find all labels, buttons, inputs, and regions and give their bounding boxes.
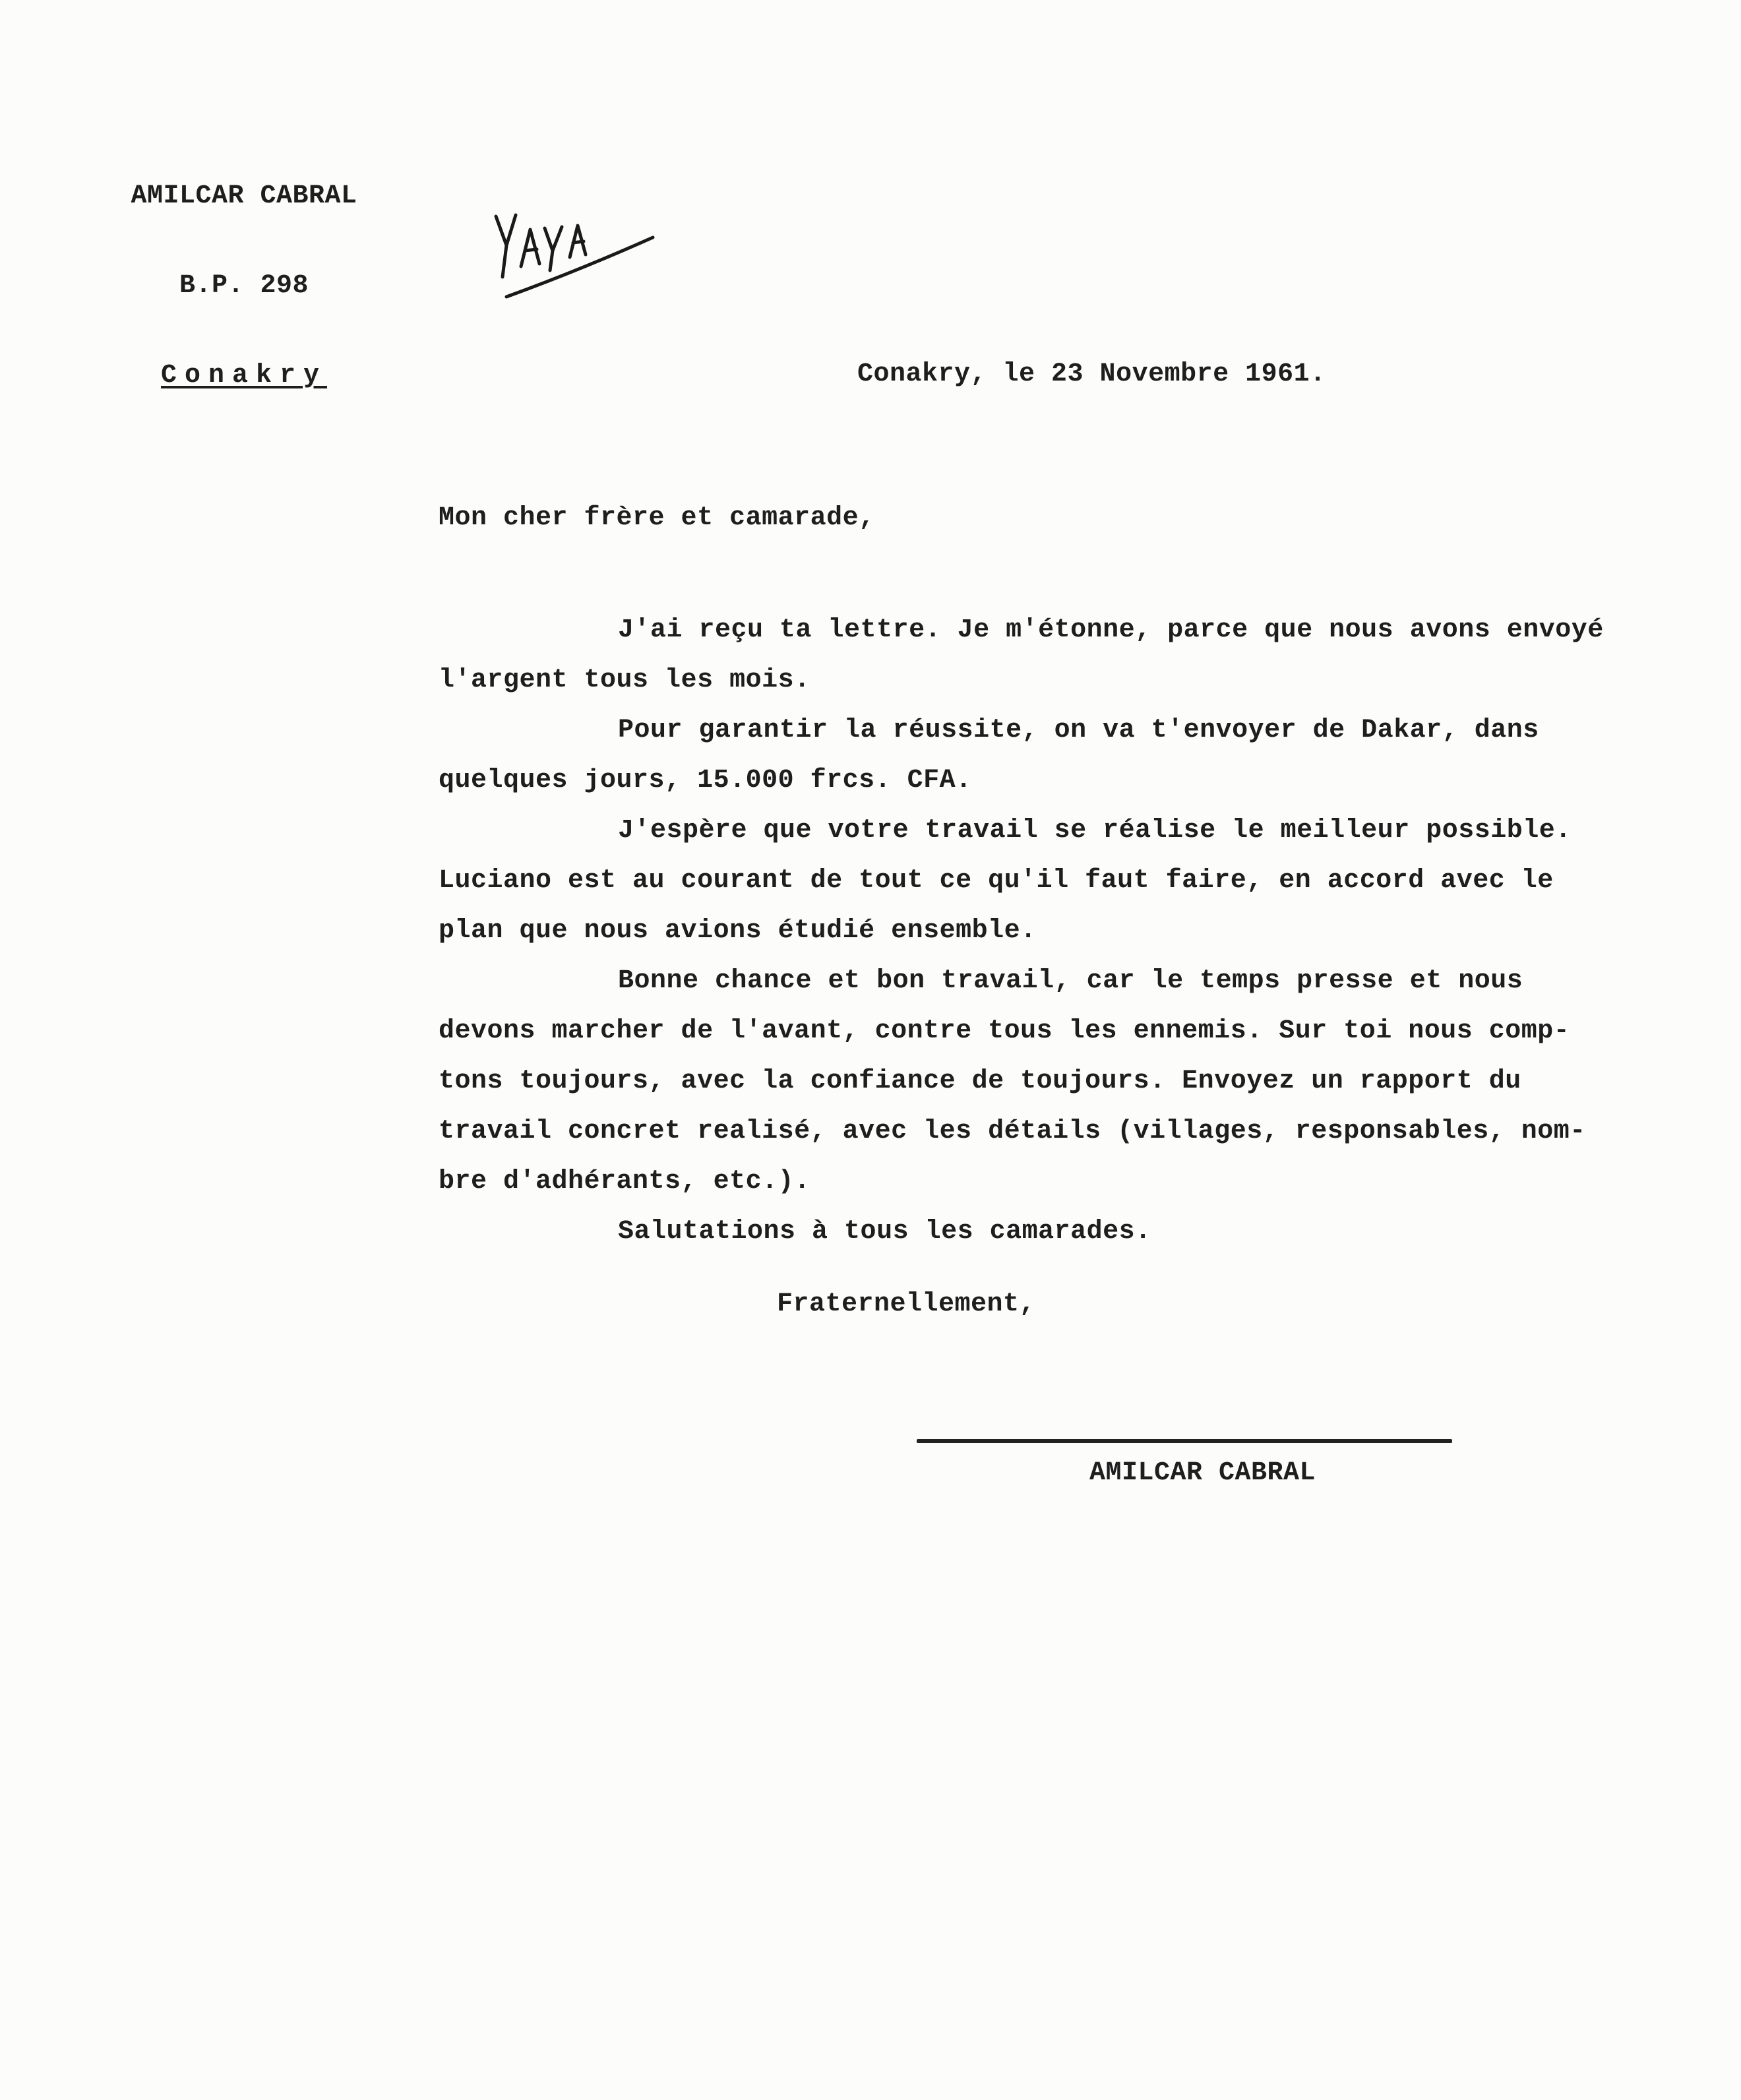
body-line: Luciano est au courant de tout ce qu'il faut faire, en accord avec le bbox=[439, 866, 1554, 896]
sender-address bbox=[125, 125, 363, 447]
handwritten-annotation bbox=[487, 198, 671, 317]
body-line: quelques jours, 15.000 frcs. CFA. bbox=[439, 766, 972, 795]
closing: Fraternellement, bbox=[777, 1289, 1036, 1319]
sender-box: B.P. 298 bbox=[179, 271, 309, 301]
body-line: Pour garantir la réussite, on va t'envoyer de Dakar, dans bbox=[618, 716, 1539, 745]
signature-line bbox=[917, 1439, 1452, 1443]
body-line: bre d'adhérants, etc.). bbox=[439, 1167, 810, 1196]
body-line: J'espère que votre travail se réalise le meilleur possible. bbox=[618, 816, 1572, 846]
body-line: plan que nous avions étudié ensemble. bbox=[439, 916, 1037, 946]
body-line: devons marcher de l'avant, contre tous les ennemis. Sur toi nous comp- bbox=[439, 1016, 1570, 1046]
letter-date: Conakry, le 23 Novembre 1961. bbox=[857, 359, 1326, 389]
body-line: tons toujours, avec la confiance de toujours. Envoyez un rapport du bbox=[439, 1066, 1521, 1096]
letter-body bbox=[439, 615, 1604, 1247]
body-line: l'argent tous les mois. bbox=[439, 665, 810, 695]
sender-city: Conakry bbox=[160, 361, 328, 390]
body-line: travail concret realisé, avec les détails (villages, responsables, nom- bbox=[439, 1117, 1586, 1146]
body-line: J'ai reçu ta lettre. Je m'étonne, parce que nous avons envoyé bbox=[618, 615, 1604, 645]
signature-name: AMILCAR CABRAL bbox=[1089, 1458, 1316, 1488]
body-line: Salutations à tous les camarades. bbox=[618, 1217, 1151, 1247]
body-line: Bonne chance et bon travail, car le temps presse et nous bbox=[618, 966, 1523, 996]
sender-name: AMILCAR CABRAL bbox=[131, 181, 357, 211]
salutation: Mon cher frère et camarade, bbox=[439, 503, 875, 533]
